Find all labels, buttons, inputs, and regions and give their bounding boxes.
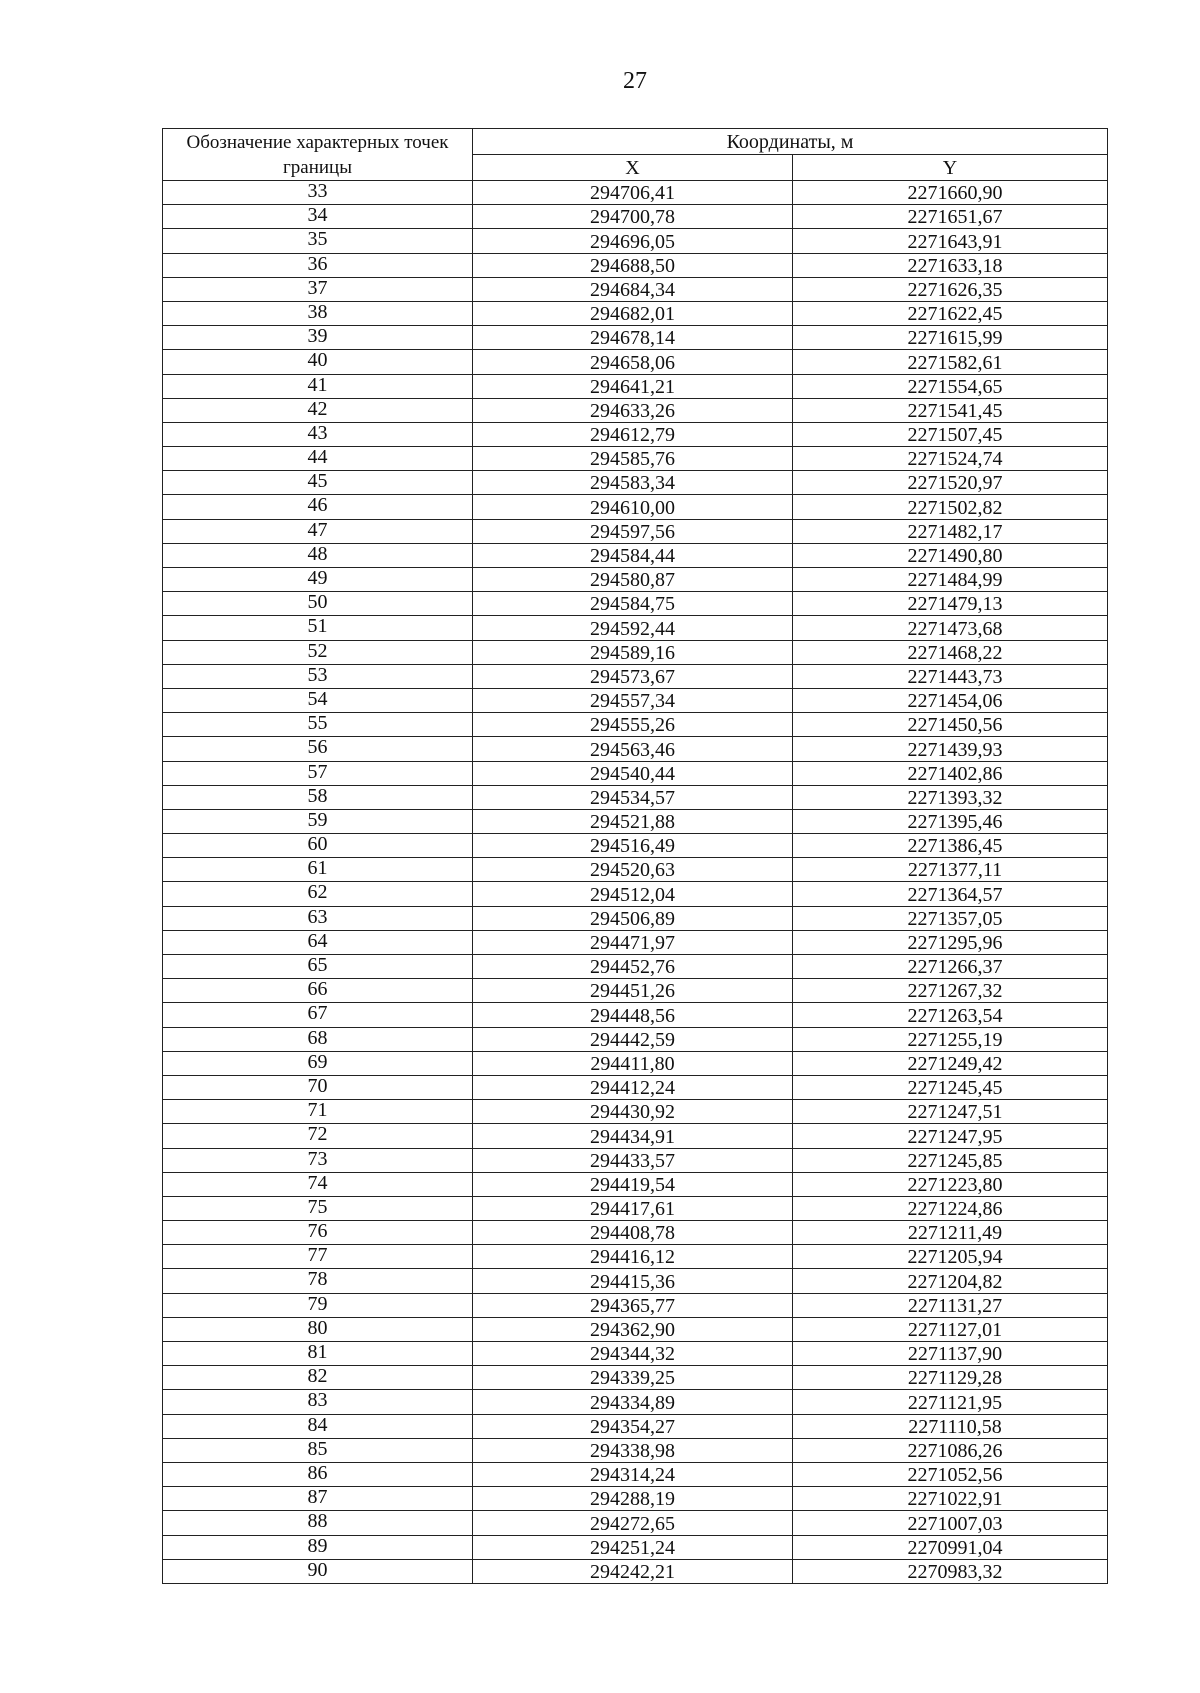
point-number-cell: 88 xyxy=(163,1511,473,1535)
y-coordinate-cell: 2271439,93 xyxy=(793,737,1108,761)
point-number-cell: 53 xyxy=(163,664,473,688)
table-row xyxy=(163,1487,1108,1511)
y-coordinate-cell: 2271245,45 xyxy=(793,1075,1108,1099)
table-row xyxy=(163,398,1108,422)
table-row xyxy=(163,858,1108,882)
point-number-cell: 50 xyxy=(163,592,473,616)
x-coordinate-cell: 294658,06 xyxy=(473,350,793,374)
point-number-cell: 64 xyxy=(163,930,473,954)
y-coordinate-cell: 2271121,95 xyxy=(793,1390,1108,1414)
y-coordinate-cell: 2271129,28 xyxy=(793,1366,1108,1390)
point-number-cell: 72 xyxy=(163,1124,473,1148)
x-coordinate-cell: 294471,97 xyxy=(473,930,793,954)
x-coordinate-cell: 294365,77 xyxy=(473,1293,793,1317)
point-number-cell: 34 xyxy=(163,205,473,229)
table-row xyxy=(163,1511,1108,1535)
x-coordinate-cell: 294583,34 xyxy=(473,471,793,495)
y-coordinate-cell: 2270983,32 xyxy=(793,1559,1108,1583)
point-number-cell: 39 xyxy=(163,326,473,350)
table-row xyxy=(163,568,1108,592)
table-row xyxy=(163,1269,1108,1293)
x-coordinate-cell: 294419,54 xyxy=(473,1172,793,1196)
y-coordinate-cell: 2271468,22 xyxy=(793,640,1108,664)
x-coordinate-cell: 294362,90 xyxy=(473,1317,793,1341)
table-row xyxy=(163,519,1108,543)
table-row xyxy=(163,543,1108,567)
table-row xyxy=(163,713,1108,737)
x-coordinate-cell: 294344,32 xyxy=(473,1342,793,1366)
table-row xyxy=(163,616,1108,640)
table-body xyxy=(163,181,1108,1584)
table-row xyxy=(163,422,1108,446)
x-coordinate-cell: 294612,79 xyxy=(473,422,793,446)
point-number-cell: 41 xyxy=(163,374,473,398)
point-number-cell: 40 xyxy=(163,350,473,374)
point-number-cell: 61 xyxy=(163,858,473,882)
y-coordinate-cell: 2271357,05 xyxy=(793,906,1108,930)
point-number-cell: 78 xyxy=(163,1269,473,1293)
point-number-cell: 38 xyxy=(163,301,473,325)
y-coordinate-cell: 2271402,86 xyxy=(793,761,1108,785)
y-coordinate-cell: 2271541,45 xyxy=(793,398,1108,422)
x-coordinate-cell: 294585,76 xyxy=(473,447,793,471)
table-row xyxy=(163,955,1108,979)
point-number-cell: 71 xyxy=(163,1100,473,1124)
y-coordinate-cell: 2271473,68 xyxy=(793,616,1108,640)
y-coordinate-cell: 2271479,13 xyxy=(793,592,1108,616)
table-row xyxy=(163,1414,1108,1438)
x-coordinate-cell: 294696,05 xyxy=(473,229,793,253)
y-coordinate-cell: 2270991,04 xyxy=(793,1535,1108,1559)
table-row xyxy=(163,761,1108,785)
point-number-cell: 58 xyxy=(163,785,473,809)
table-row xyxy=(163,229,1108,253)
x-coordinate-cell: 294555,26 xyxy=(473,713,793,737)
point-number-cell: 45 xyxy=(163,471,473,495)
point-number-cell: 82 xyxy=(163,1366,473,1390)
x-coordinate-cell: 294242,21 xyxy=(473,1559,793,1583)
y-coordinate-cell: 2271127,01 xyxy=(793,1317,1108,1341)
table-row xyxy=(163,1245,1108,1269)
y-coordinate-cell: 2271626,35 xyxy=(793,277,1108,301)
point-number-cell: 85 xyxy=(163,1438,473,1462)
point-number-cell: 68 xyxy=(163,1027,473,1051)
y-coordinate-cell: 2271622,45 xyxy=(793,301,1108,325)
y-coordinate-cell: 2271295,96 xyxy=(793,930,1108,954)
point-number-cell: 81 xyxy=(163,1342,473,1366)
table-row xyxy=(163,979,1108,1003)
y-coordinate-cell: 2271377,11 xyxy=(793,858,1108,882)
table-row xyxy=(163,350,1108,374)
point-number-cell: 69 xyxy=(163,1051,473,1075)
x-coordinate-cell: 294430,92 xyxy=(473,1100,793,1124)
x-coordinate-cell: 294451,26 xyxy=(473,979,793,1003)
point-number-cell: 80 xyxy=(163,1317,473,1341)
y-coordinate-cell: 2271263,54 xyxy=(793,1003,1108,1027)
y-coordinate-cell: 2271633,18 xyxy=(793,253,1108,277)
point-number-cell: 83 xyxy=(163,1390,473,1414)
point-number-cell: 67 xyxy=(163,1003,473,1027)
point-number-cell: 60 xyxy=(163,834,473,858)
table-row xyxy=(163,1221,1108,1245)
point-number-cell: 37 xyxy=(163,277,473,301)
point-number-cell: 77 xyxy=(163,1245,473,1269)
table-row xyxy=(163,1100,1108,1124)
table-row xyxy=(163,809,1108,833)
table-row xyxy=(163,688,1108,712)
x-coordinate-cell: 294506,89 xyxy=(473,906,793,930)
header-point-designation: Обозначение характерных точек границы xyxy=(163,129,473,181)
table-row xyxy=(163,664,1108,688)
point-number-cell: 90 xyxy=(163,1559,473,1583)
point-number-cell: 87 xyxy=(163,1487,473,1511)
point-number-cell: 57 xyxy=(163,761,473,785)
y-coordinate-cell: 2271450,56 xyxy=(793,713,1108,737)
point-number-cell: 47 xyxy=(163,519,473,543)
table-header xyxy=(163,129,1108,181)
point-number-cell: 51 xyxy=(163,616,473,640)
header-x: X xyxy=(473,155,793,181)
x-coordinate-cell: 294684,34 xyxy=(473,277,793,301)
x-coordinate-cell: 294452,76 xyxy=(473,955,793,979)
y-coordinate-cell: 2271110,58 xyxy=(793,1414,1108,1438)
table-row xyxy=(163,181,1108,205)
table-row xyxy=(163,471,1108,495)
table-row xyxy=(163,930,1108,954)
table-row xyxy=(163,1293,1108,1317)
point-number-cell: 73 xyxy=(163,1148,473,1172)
x-coordinate-cell: 294682,01 xyxy=(473,301,793,325)
y-coordinate-cell: 2271615,99 xyxy=(793,326,1108,350)
y-coordinate-cell: 2271247,95 xyxy=(793,1124,1108,1148)
x-coordinate-cell: 294641,21 xyxy=(473,374,793,398)
x-coordinate-cell: 294411,80 xyxy=(473,1051,793,1075)
point-number-cell: 66 xyxy=(163,979,473,1003)
y-coordinate-cell: 2271386,45 xyxy=(793,834,1108,858)
x-coordinate-cell: 294338,98 xyxy=(473,1438,793,1462)
x-coordinate-cell: 294433,57 xyxy=(473,1148,793,1172)
x-coordinate-cell: 294580,87 xyxy=(473,568,793,592)
y-coordinate-cell: 2271131,27 xyxy=(793,1293,1108,1317)
y-coordinate-cell: 2271205,94 xyxy=(793,1245,1108,1269)
point-number-cell: 43 xyxy=(163,422,473,446)
y-coordinate-cell: 2271660,90 xyxy=(793,181,1108,205)
y-coordinate-cell: 2271520,97 xyxy=(793,471,1108,495)
point-number-cell: 63 xyxy=(163,906,473,930)
y-coordinate-cell: 2271443,73 xyxy=(793,664,1108,688)
y-coordinate-cell: 2271490,80 xyxy=(793,543,1108,567)
y-coordinate-cell: 2271249,42 xyxy=(793,1051,1108,1075)
table-row xyxy=(163,1438,1108,1462)
point-number-cell: 62 xyxy=(163,882,473,906)
x-coordinate-cell: 294412,24 xyxy=(473,1075,793,1099)
y-coordinate-cell: 2271364,57 xyxy=(793,882,1108,906)
x-coordinate-cell: 294584,44 xyxy=(473,543,793,567)
table-row xyxy=(163,1366,1108,1390)
x-coordinate-cell: 294415,36 xyxy=(473,1269,793,1293)
x-coordinate-cell: 294334,89 xyxy=(473,1390,793,1414)
y-coordinate-cell: 2271255,19 xyxy=(793,1027,1108,1051)
point-number-cell: 76 xyxy=(163,1221,473,1245)
point-number-cell: 89 xyxy=(163,1535,473,1559)
x-coordinate-cell: 294633,26 xyxy=(473,398,793,422)
point-number-cell: 56 xyxy=(163,737,473,761)
point-number-cell: 46 xyxy=(163,495,473,519)
point-number-cell: 79 xyxy=(163,1293,473,1317)
x-coordinate-cell: 294700,78 xyxy=(473,205,793,229)
point-number-cell: 33 xyxy=(163,181,473,205)
table-row xyxy=(163,326,1108,350)
x-coordinate-cell: 294354,27 xyxy=(473,1414,793,1438)
point-number-cell: 86 xyxy=(163,1462,473,1486)
y-coordinate-cell: 2271651,67 xyxy=(793,205,1108,229)
point-number-cell: 49 xyxy=(163,568,473,592)
point-number-cell: 35 xyxy=(163,229,473,253)
point-number-cell: 36 xyxy=(163,253,473,277)
x-coordinate-cell: 294534,57 xyxy=(473,785,793,809)
y-coordinate-cell: 2271524,74 xyxy=(793,447,1108,471)
x-coordinate-cell: 294272,65 xyxy=(473,1511,793,1535)
table-row xyxy=(163,1559,1108,1583)
y-coordinate-cell: 2271137,90 xyxy=(793,1342,1108,1366)
y-coordinate-cell: 2271482,17 xyxy=(793,519,1108,543)
table-row xyxy=(163,1462,1108,1486)
table-row xyxy=(163,1390,1108,1414)
y-coordinate-cell: 2271086,26 xyxy=(793,1438,1108,1462)
y-coordinate-cell: 2271502,82 xyxy=(793,495,1108,519)
point-number-cell: 44 xyxy=(163,447,473,471)
point-number-cell: 65 xyxy=(163,955,473,979)
y-coordinate-cell: 2271554,65 xyxy=(793,374,1108,398)
y-coordinate-cell: 2271223,80 xyxy=(793,1172,1108,1196)
point-number-cell: 55 xyxy=(163,713,473,737)
table-row xyxy=(163,447,1108,471)
table-row xyxy=(163,785,1108,809)
x-coordinate-cell: 294540,44 xyxy=(473,761,793,785)
y-coordinate-cell: 2271211,49 xyxy=(793,1221,1108,1245)
x-coordinate-cell: 294584,75 xyxy=(473,592,793,616)
point-number-cell: 74 xyxy=(163,1172,473,1196)
x-coordinate-cell: 294416,12 xyxy=(473,1245,793,1269)
table-row xyxy=(163,737,1108,761)
table-row xyxy=(163,1075,1108,1099)
table-row xyxy=(163,495,1108,519)
x-coordinate-cell: 294442,59 xyxy=(473,1027,793,1051)
y-coordinate-cell: 2271582,61 xyxy=(793,350,1108,374)
point-number-cell: 42 xyxy=(163,398,473,422)
x-coordinate-cell: 294520,63 xyxy=(473,858,793,882)
x-coordinate-cell: 294557,34 xyxy=(473,688,793,712)
table-row xyxy=(163,253,1108,277)
x-coordinate-cell: 294512,04 xyxy=(473,882,793,906)
x-coordinate-cell: 294434,91 xyxy=(473,1124,793,1148)
point-number-cell: 48 xyxy=(163,543,473,567)
y-coordinate-cell: 2271393,32 xyxy=(793,785,1108,809)
y-coordinate-cell: 2271507,45 xyxy=(793,422,1108,446)
x-coordinate-cell: 294251,24 xyxy=(473,1535,793,1559)
table-row xyxy=(163,592,1108,616)
x-coordinate-cell: 294314,24 xyxy=(473,1462,793,1486)
table-row xyxy=(163,1124,1108,1148)
x-coordinate-cell: 294573,67 xyxy=(473,664,793,688)
x-coordinate-cell: 294592,44 xyxy=(473,616,793,640)
y-coordinate-cell: 2271052,56 xyxy=(793,1462,1108,1486)
table-row xyxy=(163,1148,1108,1172)
y-coordinate-cell: 2271266,37 xyxy=(793,955,1108,979)
x-coordinate-cell: 294417,61 xyxy=(473,1196,793,1220)
table-row xyxy=(163,834,1108,858)
table-row xyxy=(163,205,1108,229)
x-coordinate-cell: 294339,25 xyxy=(473,1366,793,1390)
y-coordinate-cell: 2271454,06 xyxy=(793,688,1108,712)
table-row xyxy=(163,1196,1108,1220)
point-number-cell: 52 xyxy=(163,640,473,664)
y-coordinate-cell: 2271007,03 xyxy=(793,1511,1108,1535)
x-coordinate-cell: 294448,56 xyxy=(473,1003,793,1027)
table-row xyxy=(163,1317,1108,1341)
y-coordinate-cell: 2271204,82 xyxy=(793,1269,1108,1293)
x-coordinate-cell: 294610,00 xyxy=(473,495,793,519)
table-row xyxy=(163,640,1108,664)
x-coordinate-cell: 294706,41 xyxy=(473,181,793,205)
table-row xyxy=(163,1003,1108,1027)
table-row xyxy=(163,906,1108,930)
x-coordinate-cell: 294597,56 xyxy=(473,519,793,543)
x-coordinate-cell: 294563,46 xyxy=(473,737,793,761)
point-number-cell: 75 xyxy=(163,1196,473,1220)
x-coordinate-cell: 294688,50 xyxy=(473,253,793,277)
x-coordinate-cell: 294516,49 xyxy=(473,834,793,858)
table-row xyxy=(163,1172,1108,1196)
header-y: Y xyxy=(793,155,1108,181)
x-coordinate-cell: 294521,88 xyxy=(473,809,793,833)
y-coordinate-cell: 2271224,86 xyxy=(793,1196,1108,1220)
point-number-cell: 84 xyxy=(163,1414,473,1438)
table-row xyxy=(163,374,1108,398)
coordinates-table xyxy=(162,128,1108,1584)
x-coordinate-cell: 294678,14 xyxy=(473,326,793,350)
point-number-cell: 59 xyxy=(163,809,473,833)
y-coordinate-cell: 2271643,91 xyxy=(793,229,1108,253)
page-number: 27 xyxy=(623,68,647,94)
y-coordinate-cell: 2271022,91 xyxy=(793,1487,1108,1511)
x-coordinate-cell: 294288,19 xyxy=(473,1487,793,1511)
x-coordinate-cell: 294408,78 xyxy=(473,1221,793,1245)
table-row xyxy=(163,1342,1108,1366)
y-coordinate-cell: 2271245,85 xyxy=(793,1148,1108,1172)
table-row xyxy=(163,1051,1108,1075)
point-number-cell: 54 xyxy=(163,688,473,712)
y-coordinate-cell: 2271247,51 xyxy=(793,1100,1108,1124)
table-row xyxy=(163,1535,1108,1559)
y-coordinate-cell: 2271267,32 xyxy=(793,979,1108,1003)
y-coordinate-cell: 2271484,99 xyxy=(793,568,1108,592)
table-row xyxy=(163,882,1108,906)
header-coordinates: Координаты, м xyxy=(473,129,1108,155)
table-row xyxy=(163,1027,1108,1051)
table-row xyxy=(163,277,1108,301)
x-coordinate-cell: 294589,16 xyxy=(473,640,793,664)
point-number-cell: 70 xyxy=(163,1075,473,1099)
y-coordinate-cell: 2271395,46 xyxy=(793,809,1108,833)
table-row xyxy=(163,301,1108,325)
